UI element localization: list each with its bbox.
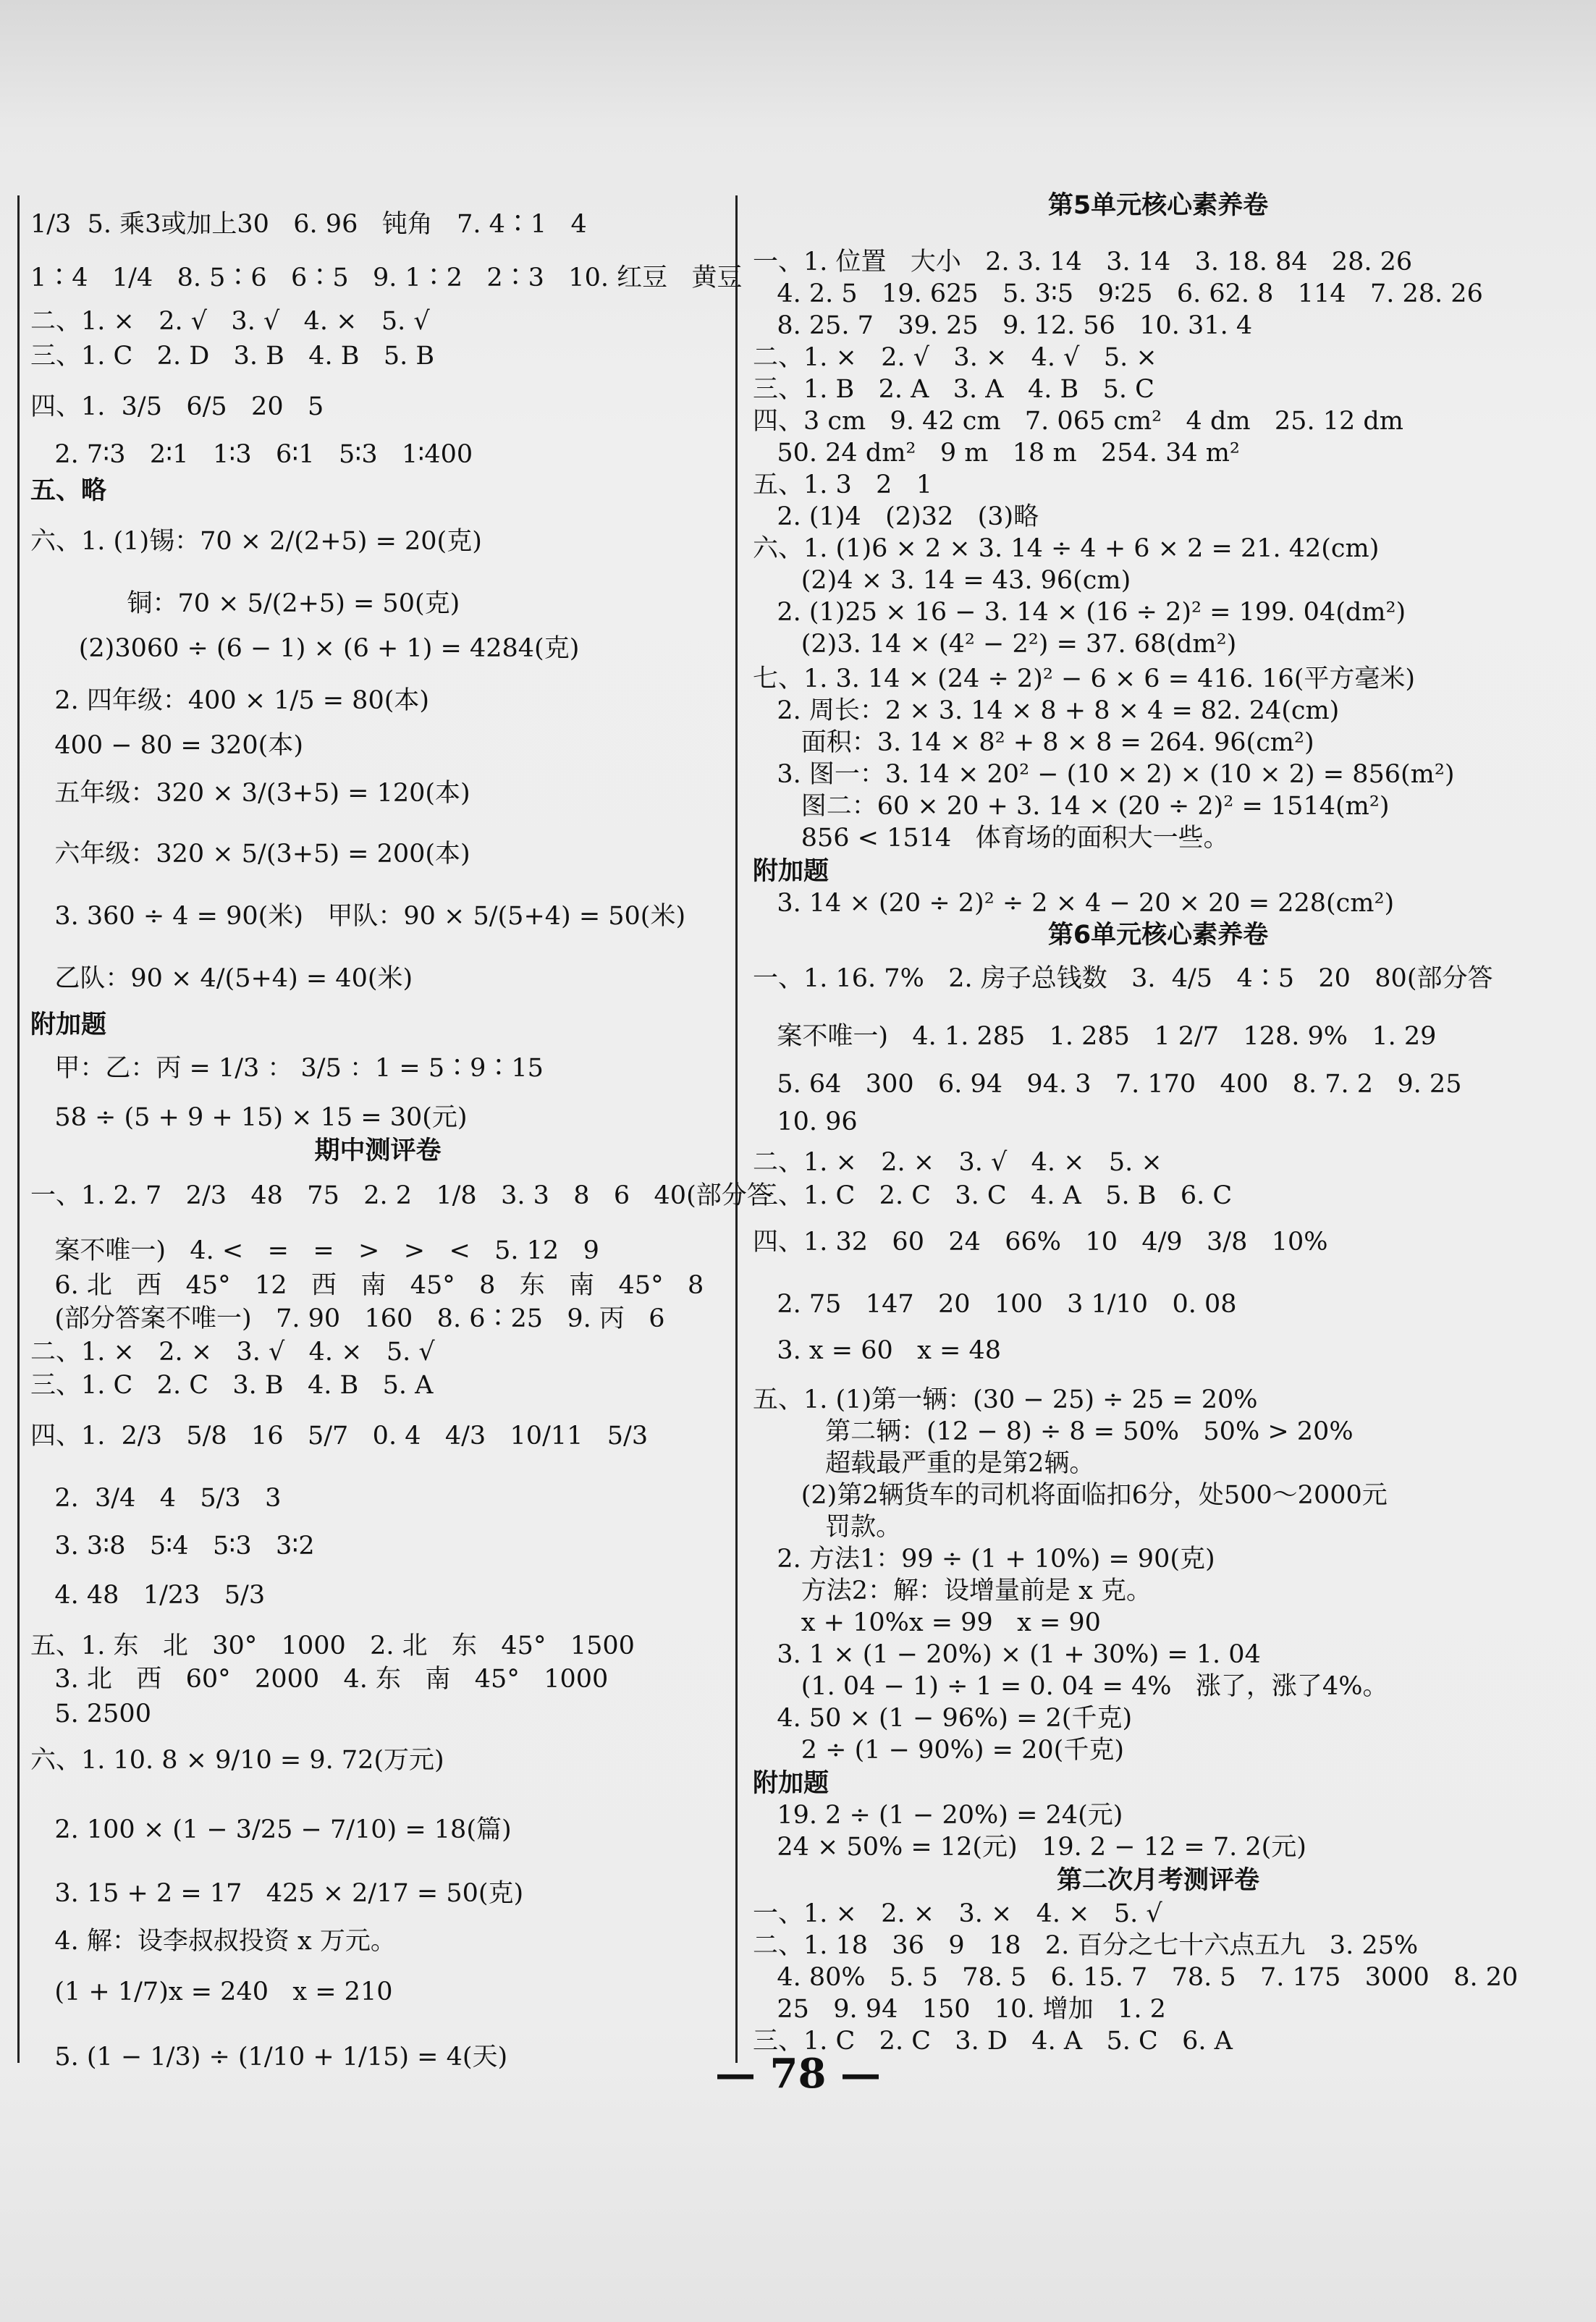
answer-line: 二、1. × 2. √ 3. √ 4. × 5. √ <box>30 307 430 336</box>
answer-line: 3. 360 ÷ 4 = 90(米) 甲队：90 × 5/(5+4) = 50(米) <box>30 902 686 931</box>
answer-line: 2. (1)25 × 16 − 3. 14 × (16 ÷ 2)² = 199. 04(dm²) <box>753 598 1406 627</box>
answer-line: 面积：3. 14 × 8² + 8 × 8 = 264. 96(cm²) <box>753 728 1314 757</box>
answer-line: 8. 25. 7 39. 25 9. 12. 56 10. 31. 4 <box>753 311 1253 340</box>
answer-line: 乙队：90 × 4/(5+4) = 40(米) <box>30 964 413 993</box>
answer-line: 四、1. 32 60 24 66% 10 4/9 3/8 10% <box>753 1228 1328 1257</box>
answer-line: x + 10%x = 99 x = 90 <box>753 1608 1101 1637</box>
left-margin-rule <box>17 195 20 2063</box>
answer-line: 50. 24 dm² 9 m 18 m 254. 34 m² <box>753 439 1240 468</box>
answer-line: (2)3. 14 × (4² − 2²) = 37. 68(dm²) <box>753 630 1237 659</box>
answer-line: 案不唯一) 4. < = = > > < 5. 12 9 <box>30 1236 599 1265</box>
answer-line: (2)4 × 3. 14 = 43. 96(cm) <box>753 566 1131 595</box>
answer-line: 图二：60 × 20 + 3. 14 × (20 ÷ 2)² = 1514(m²) <box>753 792 1390 821</box>
answer-line: 5. 64 300 6. 94 94. 3 7. 170 400 8. 7. 2 9. 25 <box>753 1070 1462 1099</box>
answer-line: 4. 80% 5. 5 78. 5 6. 15. 7 78. 5 7. 175 3000 8. 20 <box>753 1963 1519 1992</box>
answer-line: 二、1. 18 36 9 18 2. 百分之七十六点五九 3. 25% <box>753 1931 1419 1960</box>
answer-line: 六年级：320 × 5/(3+5) = 200(本) <box>30 840 470 869</box>
answer-line: 3. x = 60 x = 48 <box>753 1336 1001 1365</box>
section-heading: 期中测评卷 <box>314 1136 442 1165</box>
answer-line: (部分答案不唯一) 7. 90 160 8. 6∶25 9. 丙 6 <box>30 1304 665 1333</box>
answer-line: 案不唯一) 4. 1. 285 1. 28̇5 1 2/7 128. 9% 1. 29 <box>753 1022 1437 1051</box>
answer-line: 二、1. × 2. × 3. √ 4. × 5. √ <box>30 1338 435 1367</box>
answer-line: 罚款。 <box>753 1513 902 1542</box>
section-heading: 第5单元核心素养卷 <box>1047 191 1269 220</box>
answer-line: 6. 北 西 45° 12 西 南 45° 8 东 南 45° 8 <box>30 1271 704 1300</box>
answer-line: 25 9. 94 150 10. 增加 1. 2 <box>753 1995 1166 2024</box>
section-heading: 第二次月考测评卷 <box>1056 1866 1259 1895</box>
answer-line: 10. 96 <box>753 1107 858 1136</box>
answer-line: 一、1. × 2. × 3. × 4. × 5. √ <box>753 1899 1162 1928</box>
answer-line: 3. 15 + 2 = 17 425 × 2/17 = 50(克) <box>30 1879 524 1908</box>
answer-line: 2 ÷ (1 − 90%) = 20(千克) <box>753 1736 1124 1765</box>
answer-line: 超载最严重的是第2辆。 <box>753 1449 1095 1478</box>
answer-line: 五、1. 3 2 1 <box>753 470 933 499</box>
answer-line: (1 + 1/7)x = 240 x = 210 <box>30 1977 393 2006</box>
answer-line: 铜：70 × 5/(2+5) = 50(克) <box>30 589 460 618</box>
answer-line: 五年级：320 × 3/(3+5) = 120(本) <box>30 779 470 808</box>
answer-line: 三、1. C 2. C 3. D 4. A 5. C 6. A <box>753 2027 1233 2056</box>
answer-line: 三、1. C 2. D 3. B 4. B 5. B <box>30 342 435 371</box>
answer-line: 甲：乙：丙 = 1/3 ： 3/5 ：1 = 5∶9∶15 <box>30 1054 544 1083</box>
answer-line: 1/3 5. 乘3或加上30 6. 96 钝角 7. 4∶1 4 <box>30 210 587 239</box>
answer-line: 一、1. 16. 7% 2. 房子总钱数 3. 4/5 4∶5 20 80(部分答 <box>753 964 1493 993</box>
answer-line: 4. 50 × (1 − 96%) = 2(千克) <box>753 1704 1133 1733</box>
answer-line: 六、1. (1)锡：70 × 2/(2+5) = 20(克) <box>30 527 482 556</box>
answer-line: (1. 04 − 1) ÷ 1 = 0. 04 = 4% 涨了，涨了4%。 <box>753 1672 1388 1701</box>
answer-line: 4. 48 1/23 5/3 <box>30 1581 266 1610</box>
answer-line: 五、略 <box>30 476 107 505</box>
answer-line: 5. (1 − 1/3) ÷ (1/10 + 1/15) = 4(天) <box>30 2043 508 2072</box>
answer-line: 2. 四年级：400 × 1/5 = 80(本) <box>30 686 430 715</box>
answer-line: 七、1. 3. 14 × (24 ÷ 2)² − 6 × 6 = 416. 16(平方毫米) <box>753 664 1416 693</box>
answer-line: 856 < 1514 体育场的面积大一些。 <box>753 824 1229 853</box>
answer-line: 2. 75 147 20 100 3 1/10 0. 08 <box>753 1290 1237 1319</box>
answer-line: 1∶4 1/4 8. 5∶6 6∶5 9. 1∶2 2∶3 10. 红豆 黄豆 <box>30 263 743 292</box>
answer-line: 3. 图一：3. 14 × 20² − (10 × 2) × (10 × 2) = 856(m²) <box>753 760 1455 789</box>
answer-line: 24 × 50% = 12(元) 19. 2 − 12 = 7. 2(元) <box>753 1833 1306 1862</box>
answer-line: 3. 14 × (20 ÷ 2)² ÷ 2 × 4 − 20 × 20 = 228(cm²) <box>753 889 1395 918</box>
answer-line: 一、1. 2. 7 2/3 48 75 2. 2 1/8 3. 3 8 6 40(部分答 <box>30 1181 772 1210</box>
answer-line: 一、1. 位置 大小 2. 3. 14̇ 3. 14 3. 18. 84 28. 26 <box>753 248 1413 276</box>
answer-line: 四、3 cm 9. 42 cm 7. 065 cm² 4 dm 25. 12 dm <box>753 407 1403 436</box>
answer-line: (2)第2辆货车的司机将面临扣6分，处500～2000元 <box>753 1481 1388 1510</box>
page-number: — 78 — <box>715 2050 881 2098</box>
answer-line: 2. 周长：2 × 3. 14 × 8 + 8 × 4 = 82. 24(cm) <box>753 696 1340 725</box>
answer-line: 2. 方法1：99 ÷ (1 + 10%) = 90(克) <box>753 1545 1215 1574</box>
answer-line: 方法2：解：设增量前是 x 克。 <box>753 1576 1152 1605</box>
answer-line: 4. 2. 5 19. 625 5. 3∶5 9∶25 6. 62. 8 114 7. 28. 26 <box>753 279 1483 308</box>
column-divider <box>735 195 738 2063</box>
answer-line: 四、1. 2/3 5/8 16 5/7 0. 4 4/3 10/11 5/3 <box>30 1422 649 1451</box>
answer-line: 3. 1 × (1 − 20%) × (1 + 30%) = 1. 04 <box>753 1640 1261 1669</box>
answer-line: 三、1. C 2. C 3. B 4. B 5. A <box>30 1371 434 1400</box>
answer-line: 六、1. (1)6 × 2 × 3. 14 ÷ 4 + 6 × 2 = 21. 42(cm) <box>753 534 1380 563</box>
answer-line: (2)3060 ÷ (6 − 1) × (6 + 1) = 4284(克) <box>30 634 580 663</box>
answer-line: 58 ÷ (5 + 9 + 15) × 15 = 30(元) <box>30 1103 468 1132</box>
answer-line: 第二辆：(12 − 8) ÷ 8 = 50% 50% > 20% <box>753 1417 1354 1446</box>
answer-line: 五、1. 东 北 30° 1000 2. 北 东 45° 1500 <box>30 1631 635 1660</box>
answer-line: 2. 100 × (1 − 3/25 − 7/10) = 18(篇) <box>30 1815 512 1844</box>
answer-line: 19. 2 ÷ (1 − 20%) = 24(元) <box>753 1801 1123 1830</box>
section-label: 附加题 <box>753 1769 829 1798</box>
section-heading: 第6单元核心素养卷 <box>1047 921 1269 950</box>
section-label: 附加题 <box>753 857 829 886</box>
answer-line: 5. 2500 <box>30 1700 151 1728</box>
answer-line: 400 − 80 = 320(本) <box>30 731 303 760</box>
answer-line: 二、1. × 2. √ 3. × 4. √ 5. × <box>753 343 1157 372</box>
answer-line: 二、1. × 2. × 3. √ 4. × 5. × <box>753 1148 1162 1177</box>
answer-line: 六、1. 10. 8 × 9/10 = 9. 72(万元) <box>30 1746 444 1775</box>
answer-line: 4. 解：设李叔叔投资 x 万元。 <box>30 1927 396 1956</box>
answer-line: 2. 3/4 4 5/3 3 <box>30 1484 282 1513</box>
answer-line: 2. 7∶3 2∶1 1∶3 6∶1 5∶3 1∶400 <box>30 440 473 469</box>
section-label: 附加题 <box>30 1010 107 1039</box>
answer-line: 3. 3∶8 5∶4 5∶3 3∶2 <box>30 1532 315 1561</box>
answer-line: 3. 北 西 60° 2000 4. 东 南 45° 1000 <box>30 1665 609 1694</box>
answer-line: 2. (1)4 (2)32 (3)略 <box>753 502 1039 531</box>
answer-line: 四、1. 3/5 6/5 20 5 <box>30 392 324 421</box>
answer-line: 五、1. (1)第一辆：(30 − 25) ÷ 25 = 20% <box>753 1385 1258 1414</box>
answer-line: 三、1. C 2. C 3. C 4. A 5. B 6. C <box>753 1181 1233 1210</box>
answer-line: 三、1. B 2. A 3. A 4. B 5. C <box>753 375 1154 404</box>
